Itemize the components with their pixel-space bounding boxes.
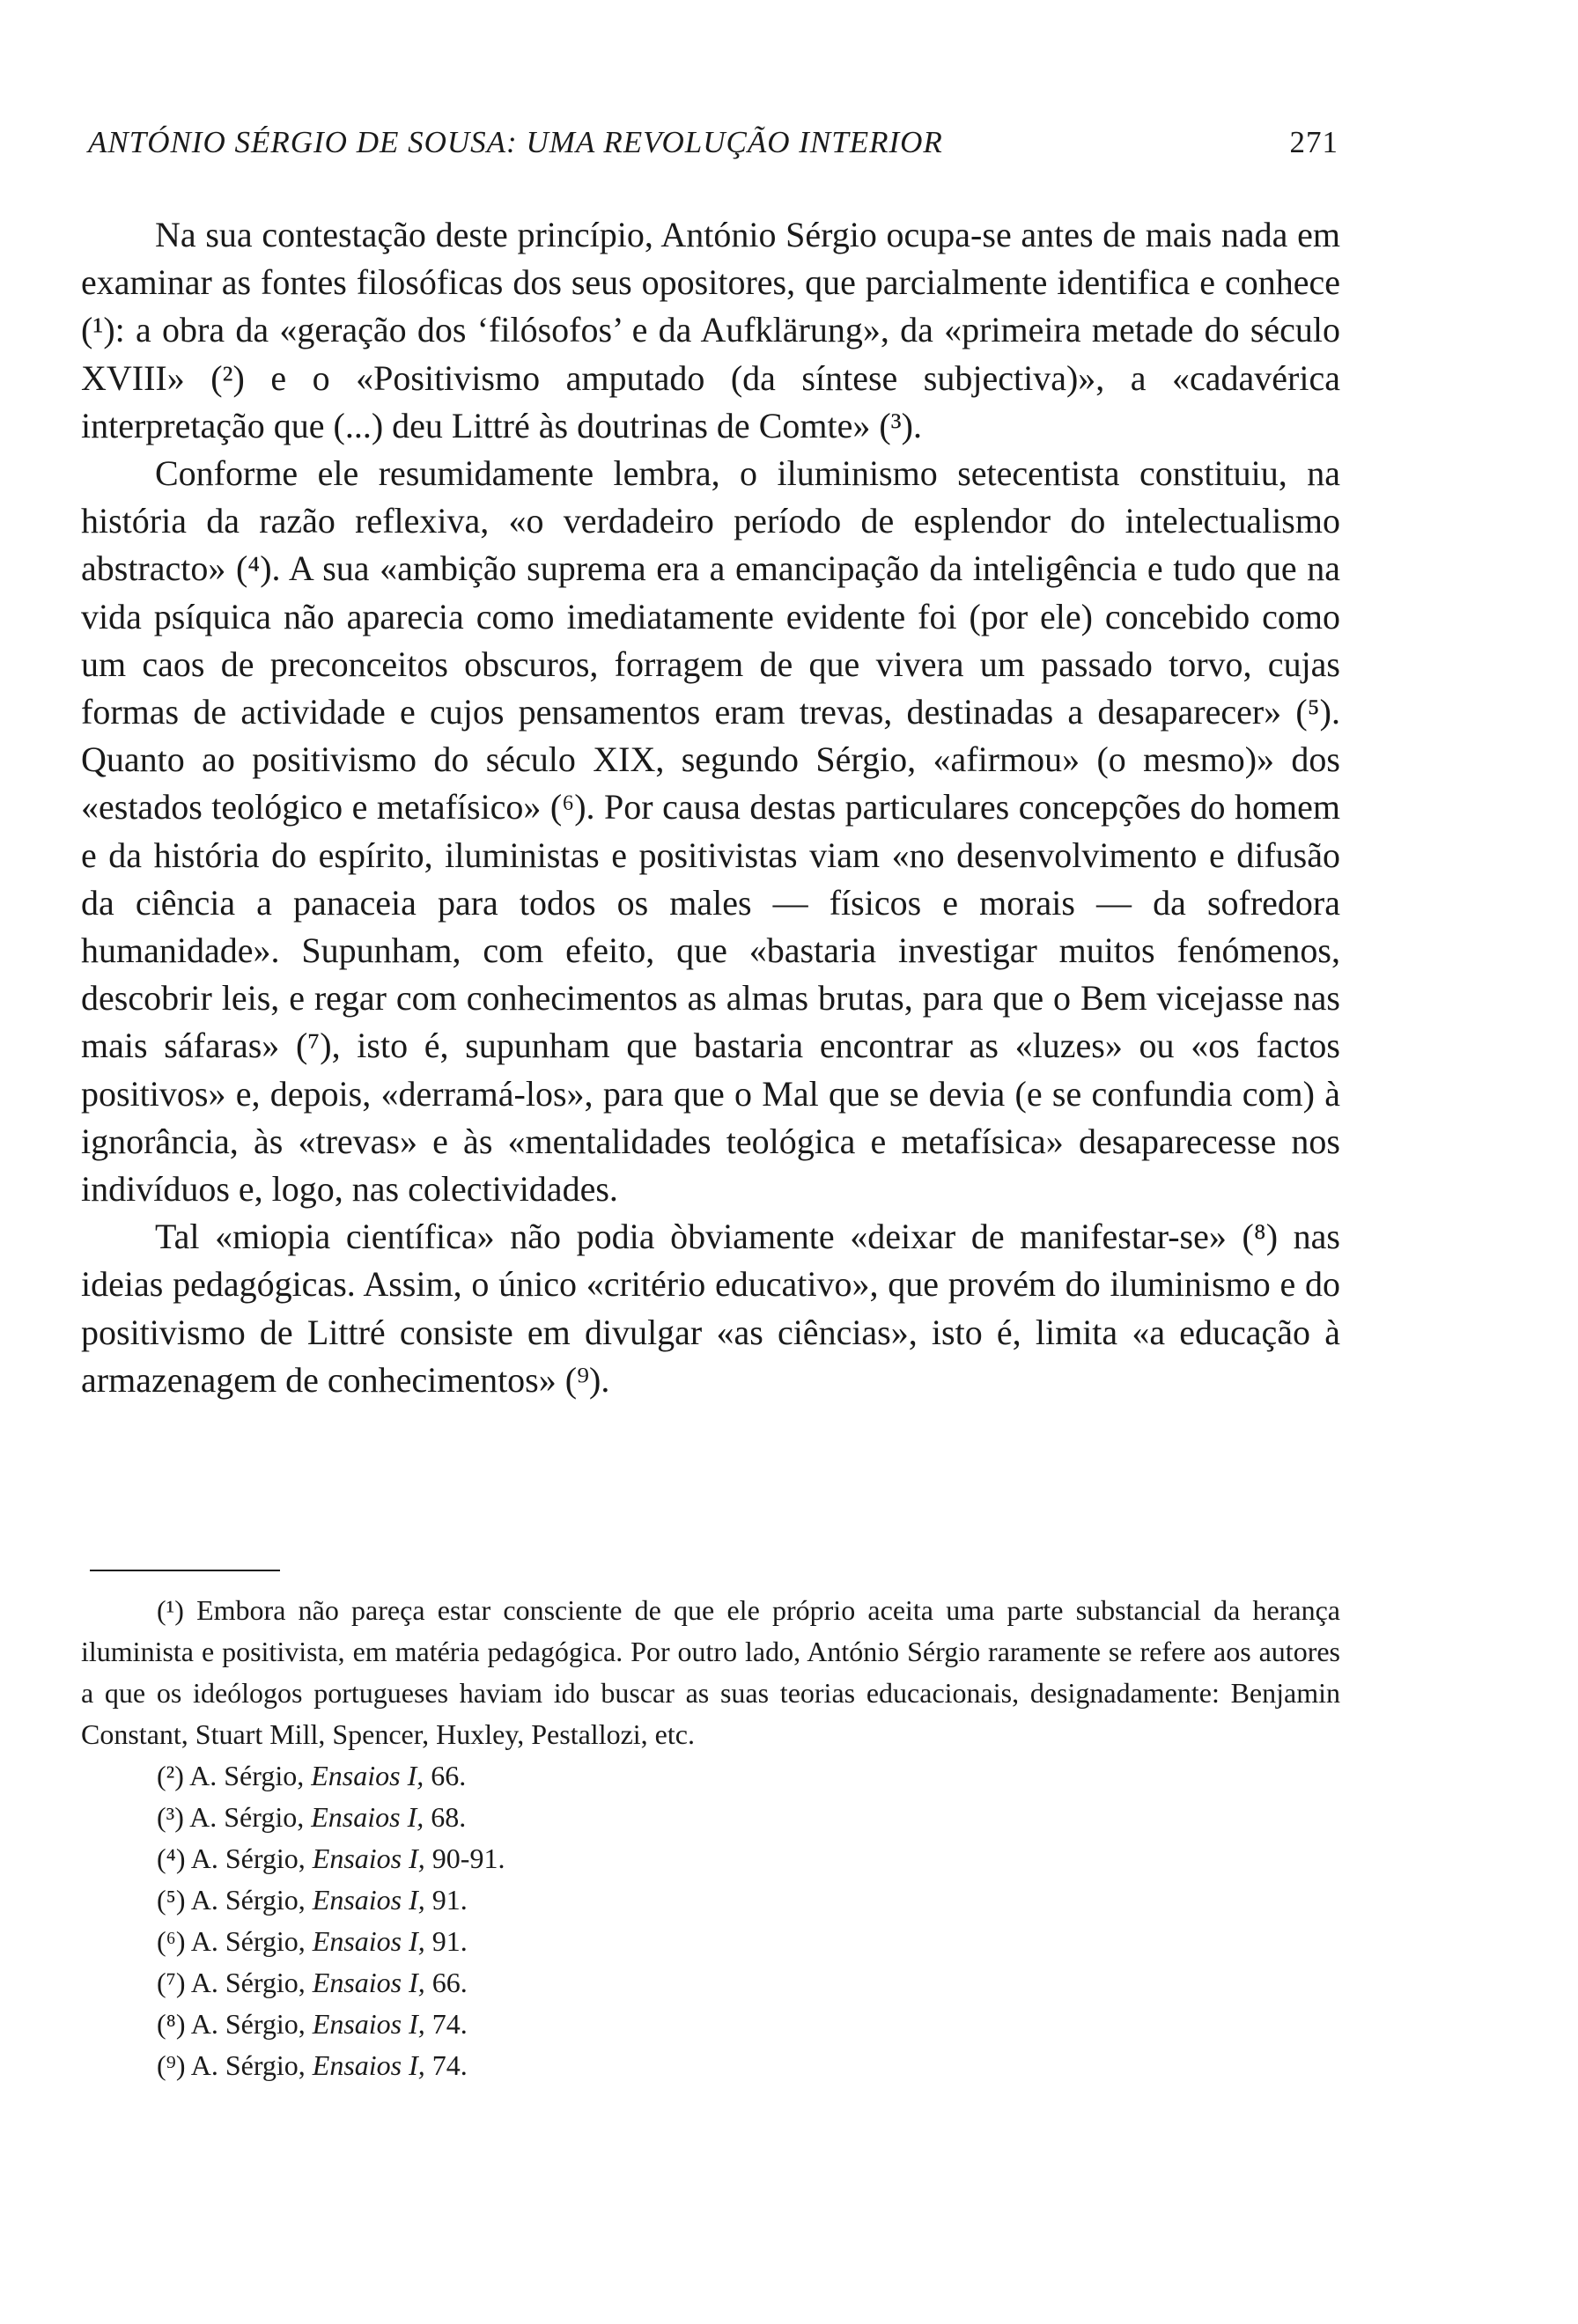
footnote-ref [81, 1921, 1340, 1962]
paragraph-2: Conforme ele resumidamente lembra, o iluminismo setecentista constituiu, na história da razão reflexiva, «o verdadeiro período de esplendor do intelectualismo abstracto» (⁴). A sua «ambição suprema era a emancipação da inteligência e tudo que na vida psíquica não aparecia como imediatamente evidente foi (por ele) concebido como um caos de preconceitos obscuros, forragem de que vivera um passado torvo, cujas formas de actividade e cujos pensamentos eram trevas, destinadas a desaparecer» (⁵). Quanto ao positivismo do século XIX, segundo Sérgio, «afirmou» (o mesmo)» dos «estados teológico e metafísico» (⁶). Por causa destas particulares concepções do homem e da história do espírito, iluministas e positivistas viam «no desenvolvimento e difusão da ciência a panaceia para todos os males — físicos e morais — da sofredora humanidade». Supunham, com efeito, que «bastaria investigar muitos fenómenos, descobrir leis, e regar com conhecimentos as almas brutas, para que o Bem vicejasse nas mais sáfaras» (⁷), isto é, supunham que bastaria encontrar as «luzes» ou «os factos positivos» e, depois, «derramá-los», para que o Mal que se devia (e se confundia com) à ignorância, às «trevas» e às «mentalidades teológica e metafísica» desaparecesse nos indivíduos e, logo, nas colectividades. [81, 453, 1340, 1210]
footnote-author: A. Sérgio, [189, 1801, 305, 1833]
footnote-source: Ensaios I, [312, 1842, 425, 1874]
footnote-marker: (⁷) [157, 1967, 186, 1998]
footnote-source: Ensaios I, [312, 1925, 425, 1957]
footnote-marker: (⁸) [157, 2008, 186, 2040]
footnote-source: Ensaios I, [312, 2008, 425, 2040]
footnote-author: A. Sérgio, [190, 2008, 306, 2040]
footnote-author: A. Sérgio, [190, 1884, 306, 1916]
footnote-marker: (⁶) [157, 1925, 186, 1957]
footnote-pages: 66. [431, 1967, 468, 1998]
footnote-source: Ensaios I, [312, 1884, 425, 1916]
footnote-source: Ensaios I, [312, 1967, 425, 1998]
footnote-pages: 91. [431, 1884, 468, 1916]
paragraph-3: Tal «miopia científica» não podia òbviamente «deixar de manifestar-se» (⁸) nas ideias pedagógicas. Assim, o único «critério educativo», que provém do iluminismo e do positivismo de Littré consiste em divulgar «as ciências», isto é, limita «a educação à armazenagem de conhecimentos» (⁹). [81, 1217, 1340, 1400]
footnote-marker: (²) [157, 1760, 184, 1791]
footnote-author: A. Sérgio, [190, 2049, 306, 2081]
footnote-source: Ensaios I, [312, 2049, 425, 2081]
footnote-marker: (⁹) [157, 2049, 186, 2081]
footnote-source: Ensaios I, [311, 1801, 424, 1833]
footnote-pages: 68. [431, 1801, 467, 1833]
footnote-pages: 90-91. [431, 1842, 505, 1874]
paragraph-1: Na sua contestação deste princípio, António Sérgio ocupa-se antes de mais nada em examinar as fontes filosóficas dos seus opositores, que parcialmente identifica e conhece (¹): a obra da «geração dos ‘filósofos’ e da Aufklärung», da «primeira metade do século XVIII» (²) e o «Positivismo amputado (da síntese subjectiva)», a «cadavérica interpretação que (...) deu Littré às doutrinas de Comte» (³). [81, 215, 1340, 445]
footnote-1: (¹) Embora não pareça estar consciente de que ele próprio aceita uma parte substancial da herança iluminista e positivista, em matéria pedagógica. Por outro lado, António Sérgio raramente se refere aos autores a que os ideólogos portugueses haviam ido buscar as suas teorias educacionais, designadamente: Benjamin Constant, Stuart Mill, Spencer, Huxley, Pestallozi, etc. [81, 1594, 1340, 1750]
footnote-ref [81, 1962, 1340, 2004]
footnote-ref [81, 2045, 1340, 2086]
body-text [81, 211, 1340, 1404]
footnote-author: A. Sérgio, [190, 1842, 306, 1874]
footnotes [81, 1590, 1340, 2086]
running-title: ANTÓNIO SÉRGIO DE SOUSA: UMA REVOLUÇÃO INTERIOR [88, 125, 943, 159]
footnote-source: Ensaios I, [311, 1760, 424, 1791]
footnote-marker: (⁵) [157, 1884, 186, 1916]
footnote-author: A. Sérgio, [189, 1760, 305, 1791]
footnote-pages: 74. [431, 2049, 468, 2081]
footnote-ref [81, 1879, 1340, 1921]
footnote-pages: 66. [431, 1760, 467, 1791]
footnote-pages: 74. [431, 2008, 468, 2040]
footnote-author: A. Sérgio, [190, 1925, 306, 1957]
footnote-author: A. Sérgio, [190, 1967, 306, 1998]
footnote-marker: (³) [157, 1801, 184, 1833]
footnote-pages: 91. [431, 1925, 468, 1957]
footnote-ref [81, 1797, 1340, 1838]
footnote-ref [81, 1755, 1340, 1797]
page-number: 271 [1289, 125, 1338, 159]
footnote-divider [90, 1570, 280, 1571]
running-header [88, 125, 1338, 169]
footnote-ref [81, 1838, 1340, 1879]
footnote-ref [81, 2004, 1340, 2045]
footnote-marker: (⁴) [157, 1842, 186, 1874]
